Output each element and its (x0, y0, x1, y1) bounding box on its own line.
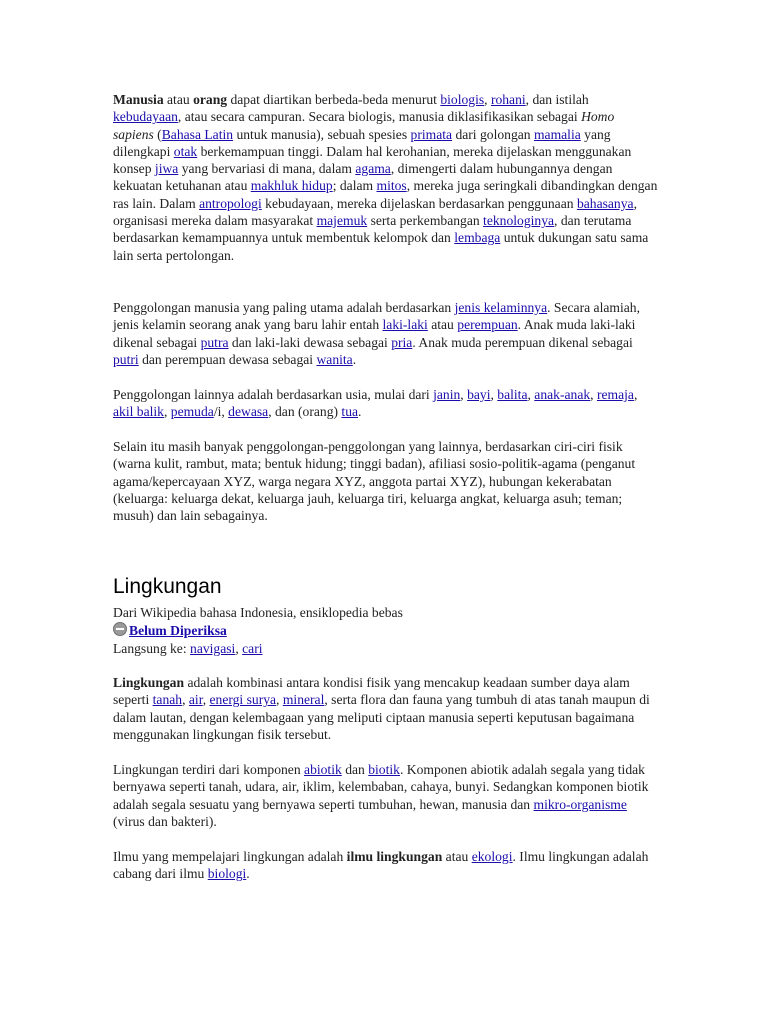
lingkungan-paragraph-3 (113, 848, 658, 883)
text-run: kebudayaan, mereka dijelaskan berdasarkan penggunaan (261, 195, 577, 211)
text-run: . Komponen abiotik adalah segala yang tidak bernyawa seperti tanah, udara, air, iklim, kelembaban, cahaya, bunyi. Sedangkan komponen biotik adalah segala sesuatu yang bernyawa seperti tumbuhan, hewan, manusia dan (113, 762, 649, 812)
jump-to-label: Langsung ke: (113, 641, 191, 656)
text-run: . (246, 866, 250, 882)
text-run: , serta flora dan fauna yang tumbuh di atas tanah maupun di dalam lautan, dengan kelembagaan yang meliputi ciptaan manusia seperti keputusan bagaimana menggunakan lingkungan fisik tersebut. (113, 692, 650, 742)
text-run: , (590, 387, 597, 402)
manusia-paragraph-2 (113, 299, 658, 368)
wiki-link[interactable]: pria (391, 334, 413, 350)
jump-to-links (113, 640, 263, 657)
text-run: , (484, 92, 491, 107)
jump-search-link[interactable]: cari (242, 641, 263, 656)
text-run: Selain itu masih banyak penggolongan-penggolongan yang lainnya, berdasarkan ciri-ciri fisik (warna kulit, rambut, mata; bentuk hidung; tinggi badan), afiliasi sosio-politik-agama (penganut agama/kepercayaan XYZ, warga negara XYZ, anggota partai XYZ), hubungan kekerabatan (keluarga: keluarga dekat, keluarga jauh, keluarga tiri, keluarga angkat, keluarga asuh; teman; musuh) dan lain sebagainya. (113, 439, 636, 524)
text-run: ( (153, 126, 162, 142)
text-run: , (163, 404, 171, 420)
text-run: untuk dukungan satu sama lain serta pertolongan. (113, 230, 649, 263)
wiki-link[interactable]: anak-anak (534, 387, 591, 402)
text-run: adalah kombinasi antara kondisi fisik yang mencakup keadaan sumber daya alam seperti (113, 675, 630, 708)
wiki-link[interactable]: laki-laki (382, 317, 428, 333)
wiki-link[interactable]: biologis (440, 92, 485, 107)
wiki-link[interactable]: energi surya (209, 692, 277, 708)
bold-term: Lingkungan (113, 675, 185, 690)
text-run: Penggolongan manusia yang paling utama adalah berdasarkan (113, 300, 455, 315)
wiki-link[interactable]: biotik (368, 762, 400, 777)
review-status-link[interactable]: Belum Diperiksa (129, 623, 227, 638)
text-run: . Secara alamiah, jenis kelamin seorang anak yang baru lahir entah (113, 300, 640, 333)
text-run: , dan terutama berdasarkan kemampuannya untuk membentuk kelompok dan (113, 213, 632, 246)
wiki-link[interactable]: air (188, 692, 203, 708)
section-heading-lingkungan: Lingkungan (113, 575, 222, 598)
text-run: yang dilengkapi (113, 126, 611, 159)
site-subtitle: Dari Wikipedia bahasa Indonesia, ensiklopedia bebas (113, 605, 403, 620)
text-run: , (202, 692, 210, 708)
text-run: , dan istilah (525, 92, 589, 107)
text-run: Lingkungan terdiri dari komponen (113, 762, 305, 777)
text-run: dan perempuan dewasa sebagai (138, 351, 317, 367)
text-run: , dan (orang) (268, 404, 342, 420)
bold-term: ilmu lingkungan (346, 849, 443, 864)
wiki-link[interactable]: rohani (490, 92, 526, 107)
wiki-link[interactable]: bayi (467, 387, 491, 402)
wiki-link[interactable]: jenis kelaminnya (454, 300, 548, 315)
wiki-link[interactable]: putri (113, 351, 139, 367)
jump-separator: , (235, 641, 243, 656)
wiki-link[interactable]: abiotik (304, 762, 342, 777)
text-run: Penggolongan lainnya adalah berdasarkan usia, mulai dari (113, 387, 434, 402)
text-run: atau (163, 92, 194, 107)
text-run: Ilmu yang mempelajari lingkungan adalah (113, 849, 347, 864)
text-run: atau (427, 317, 458, 333)
text-run: dan (341, 762, 369, 777)
wiki-link[interactable]: agama (355, 161, 391, 177)
wiki-link[interactable]: tanah (152, 692, 183, 708)
lingkungan-paragraph-1 (113, 674, 658, 743)
text-run: atau (442, 849, 472, 864)
text-run: . (358, 404, 362, 420)
wiki-link[interactable]: akil balik (113, 404, 164, 420)
text-run: . Anak muda laki-laki dikenal sebagai (113, 317, 636, 350)
text-run: untuk manusia), sebuah spesies (233, 126, 411, 142)
text-run: (virus dan bakteri). (113, 813, 217, 829)
text-run: , (527, 387, 535, 402)
bold-term: Manusia (113, 92, 164, 107)
wiki-link[interactable]: primata (410, 126, 453, 142)
manusia-paragraph-3 (113, 386, 658, 421)
wiki-link[interactable]: remaja (596, 387, 634, 402)
wiki-link[interactable]: janin (433, 387, 461, 402)
text-run: , organisasi mereka dalam masyarakat (113, 195, 637, 229)
text-run: dapat diartikan berbeda-beda menurut (227, 92, 441, 107)
wiki-link[interactable]: biologi (207, 866, 247, 882)
wiki-link[interactable]: otak (173, 143, 198, 159)
text-run: , (276, 692, 283, 708)
text-run: . (352, 351, 357, 367)
review-status (113, 622, 227, 639)
wiki-link[interactable]: mineral (282, 692, 325, 708)
wiki-link[interactable]: balita (497, 387, 528, 402)
text-run: , (490, 387, 498, 402)
lingkungan-paragraph-2 (113, 761, 658, 830)
wiki-link[interactable]: teknologinya (483, 213, 555, 229)
wiki-link[interactable]: mitos (376, 178, 407, 194)
wiki-link[interactable]: bahasanya (576, 195, 634, 211)
text-run: , (460, 387, 468, 402)
bold-term: orang (193, 92, 228, 107)
text-run: berkemampuan tinggi. Dalam hal kerohanian, mereka dijelaskan menggunakan konsep (113, 143, 632, 177)
wiki-link[interactable]: wanita (316, 351, 353, 367)
wiki-link[interactable]: jiwa (154, 161, 179, 177)
wiki-link[interactable]: mikro-organisme (533, 796, 627, 812)
text-run: , mereka juga seringkali dibandingkan dengan ras lain. Dalam (113, 178, 658, 211)
wiki-link[interactable]: ekologi (471, 849, 513, 864)
text-run: yang bervariasi di mana, dalam (178, 161, 356, 177)
italic-term: Homo sapiens (113, 109, 615, 142)
text-run: , dimengerti dalam hubungannya dengan kekuatan ketuhanan atau (113, 161, 613, 194)
wiki-link[interactable]: kebudayaan (113, 109, 178, 125)
wiki-link[interactable]: perempuan (457, 317, 518, 333)
wiki-link[interactable]: Bahasa Latin (161, 126, 234, 142)
text-run: , atau secara campuran. Secara biologis, manusia diklasifikasikan sebagai (177, 109, 582, 125)
manusia-paragraph-1 (113, 91, 658, 264)
wiki-link[interactable]: majemuk (316, 213, 368, 229)
text-run: . Anak muda perempuan dikenal sebagai (412, 334, 633, 350)
manusia-paragraph-4 (113, 438, 658, 524)
wiki-link[interactable]: makhluk hidup (250, 178, 333, 194)
wiki-link[interactable]: tua (341, 404, 359, 420)
text-run: . Ilmu lingkungan adalah cabang dari ilmu (113, 849, 649, 882)
text-run: /i, (213, 404, 229, 420)
text-run: , (182, 692, 189, 708)
text-run: , (633, 387, 638, 402)
wiki-link[interactable]: lembaga (454, 230, 501, 246)
wiki-link[interactable]: antropologi (199, 195, 262, 211)
text-run: ; dalam (332, 178, 377, 194)
wiki-link[interactable]: putra (200, 334, 229, 350)
wiki-link[interactable]: pemuda (170, 404, 214, 420)
wiki-link[interactable]: dewasa (228, 404, 269, 420)
minus-circle-icon (113, 622, 127, 636)
jump-navigation-link[interactable]: navigasi (190, 641, 236, 656)
text-run: dari golongan (452, 126, 534, 142)
wiki-link[interactable]: mamalia (533, 126, 581, 142)
text-run: dan laki-laki dewasa sebagai (228, 334, 392, 350)
text-run: serta perkembangan (367, 213, 484, 229)
